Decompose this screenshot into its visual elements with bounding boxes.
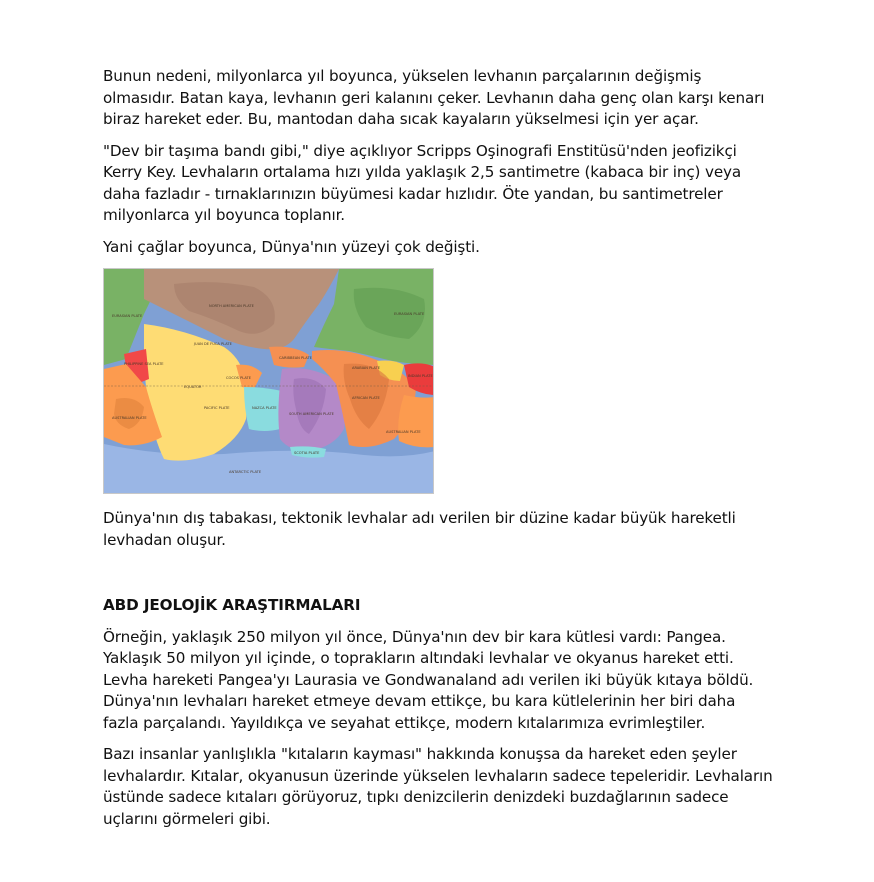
label-arabian: ARABIAN PLATE bbox=[352, 366, 380, 370]
paragraph: Bazı insanlar yanlışlıkla "kıtaların kayması" hakkında konuşsa da hareket eden şeyler levhalardır. Kıtalar, okyanusun üzerinde yükselen levhaların sadece tepeleridir. Levhaların üstünde sadece kıtaları görüyoruz, tıpkı denizcilerin denizdeki buzdağlarının sadece uçlarını görmeleri gibi. bbox=[103, 745, 773, 828]
label-caribbean: CARIBBEAN PLATE bbox=[279, 356, 312, 360]
label-south-american: SOUTH AMERICAN PLATE bbox=[289, 412, 334, 416]
label-scotia: SCOTIA PLATE bbox=[294, 451, 320, 455]
label-juan-de-fuca: JUAN DE FUCA PLATE bbox=[194, 342, 232, 346]
australian-plate-right bbox=[398, 395, 434, 447]
label-australian-right: AUSTRALIAN PLATE bbox=[386, 430, 421, 434]
label-african: AFRICAN PLATE bbox=[352, 396, 380, 400]
label-australian-left: AUSTRALIAN PLATE bbox=[112, 416, 147, 420]
article-body bbox=[103, 66, 773, 830]
tectonic-plates-map bbox=[103, 268, 434, 494]
label-eurasian-left: EURASIAN PLATE bbox=[112, 314, 143, 318]
label-indian: INDIAN PLATE bbox=[408, 374, 433, 378]
section-heading: ABD JEOLOJİK ARAŞTIRMALARI bbox=[103, 596, 361, 614]
label-antarctic: ANTARCTIC PLATE bbox=[229, 470, 262, 474]
label-cocos: COCOS PLATE bbox=[226, 376, 251, 380]
label-eurasian-right: EURASIAN PLATE bbox=[394, 312, 425, 316]
paragraph: "Dev bir taşıma bandı gibi," diye açıklıyor Scripps Oşinografi Enstitüsü'nden jeofizikçi Kerry Key. Levhaların ortalama hızı yılda yaklaşık 2,5 santimetre (kabaca bir inç) veya daha fazladır - tırnaklarınızın büyümesi kadar hızlıdır. Öte yandan, bu santimetreler milyonlarca yıl boyunca toplanır. bbox=[103, 141, 742, 224]
map-caption: Dünya'nın dış tabakası, tektonik levhalar adı verilen bir düzine kadar büyük hareketli levhadan oluşur. bbox=[103, 509, 736, 549]
label-philippine: PHILIPPINE SEA PLATE bbox=[124, 362, 164, 366]
label-north-american: NORTH AMERICAN PLATE bbox=[209, 304, 254, 308]
paragraph: Bunun nedeni, milyonlarca yıl boyunca, yükselen levhanın parçalarının değişmiş olmasıdır. Batan kaya, levhanın geri kalanını çeker. Levhanın daha genç olan karşı kenarı biraz hareket eder. Bu, mantodan daha sıcak kayaların yükselmesi için yer açar. bbox=[103, 67, 765, 128]
label-nazca: NAZCA PLATE bbox=[252, 406, 277, 410]
paragraph: Örneğin, yaklaşık 250 milyon yıl önce, Dünya'nın dev bir kara kütlesi vardı: Pangea. Yaklaşık 50 milyon yıl içinde, o toprakların altındaki levhalar ve okyanus hareket etti. Levha hareketi Pangea'yı Laurasia ve Gondwanaland adı verilen iki büyük kıtaya böldü. Dünya'nın levhaları hareket etmeye devam ettikçe, bu kara kütlelerinin her biri daha fazla parçalandı. Yayıldıkça ve seyahat ettikçe, modern kıtalarımıza evrimleştiler. bbox=[103, 627, 754, 732]
label-equator: EQUATOR bbox=[184, 385, 202, 389]
paragraph: Yani çağlar boyunca, Dünya'nın yüzeyi çok değişti. bbox=[103, 237, 480, 256]
label-pacific: PACIFIC PLATE bbox=[204, 406, 230, 410]
